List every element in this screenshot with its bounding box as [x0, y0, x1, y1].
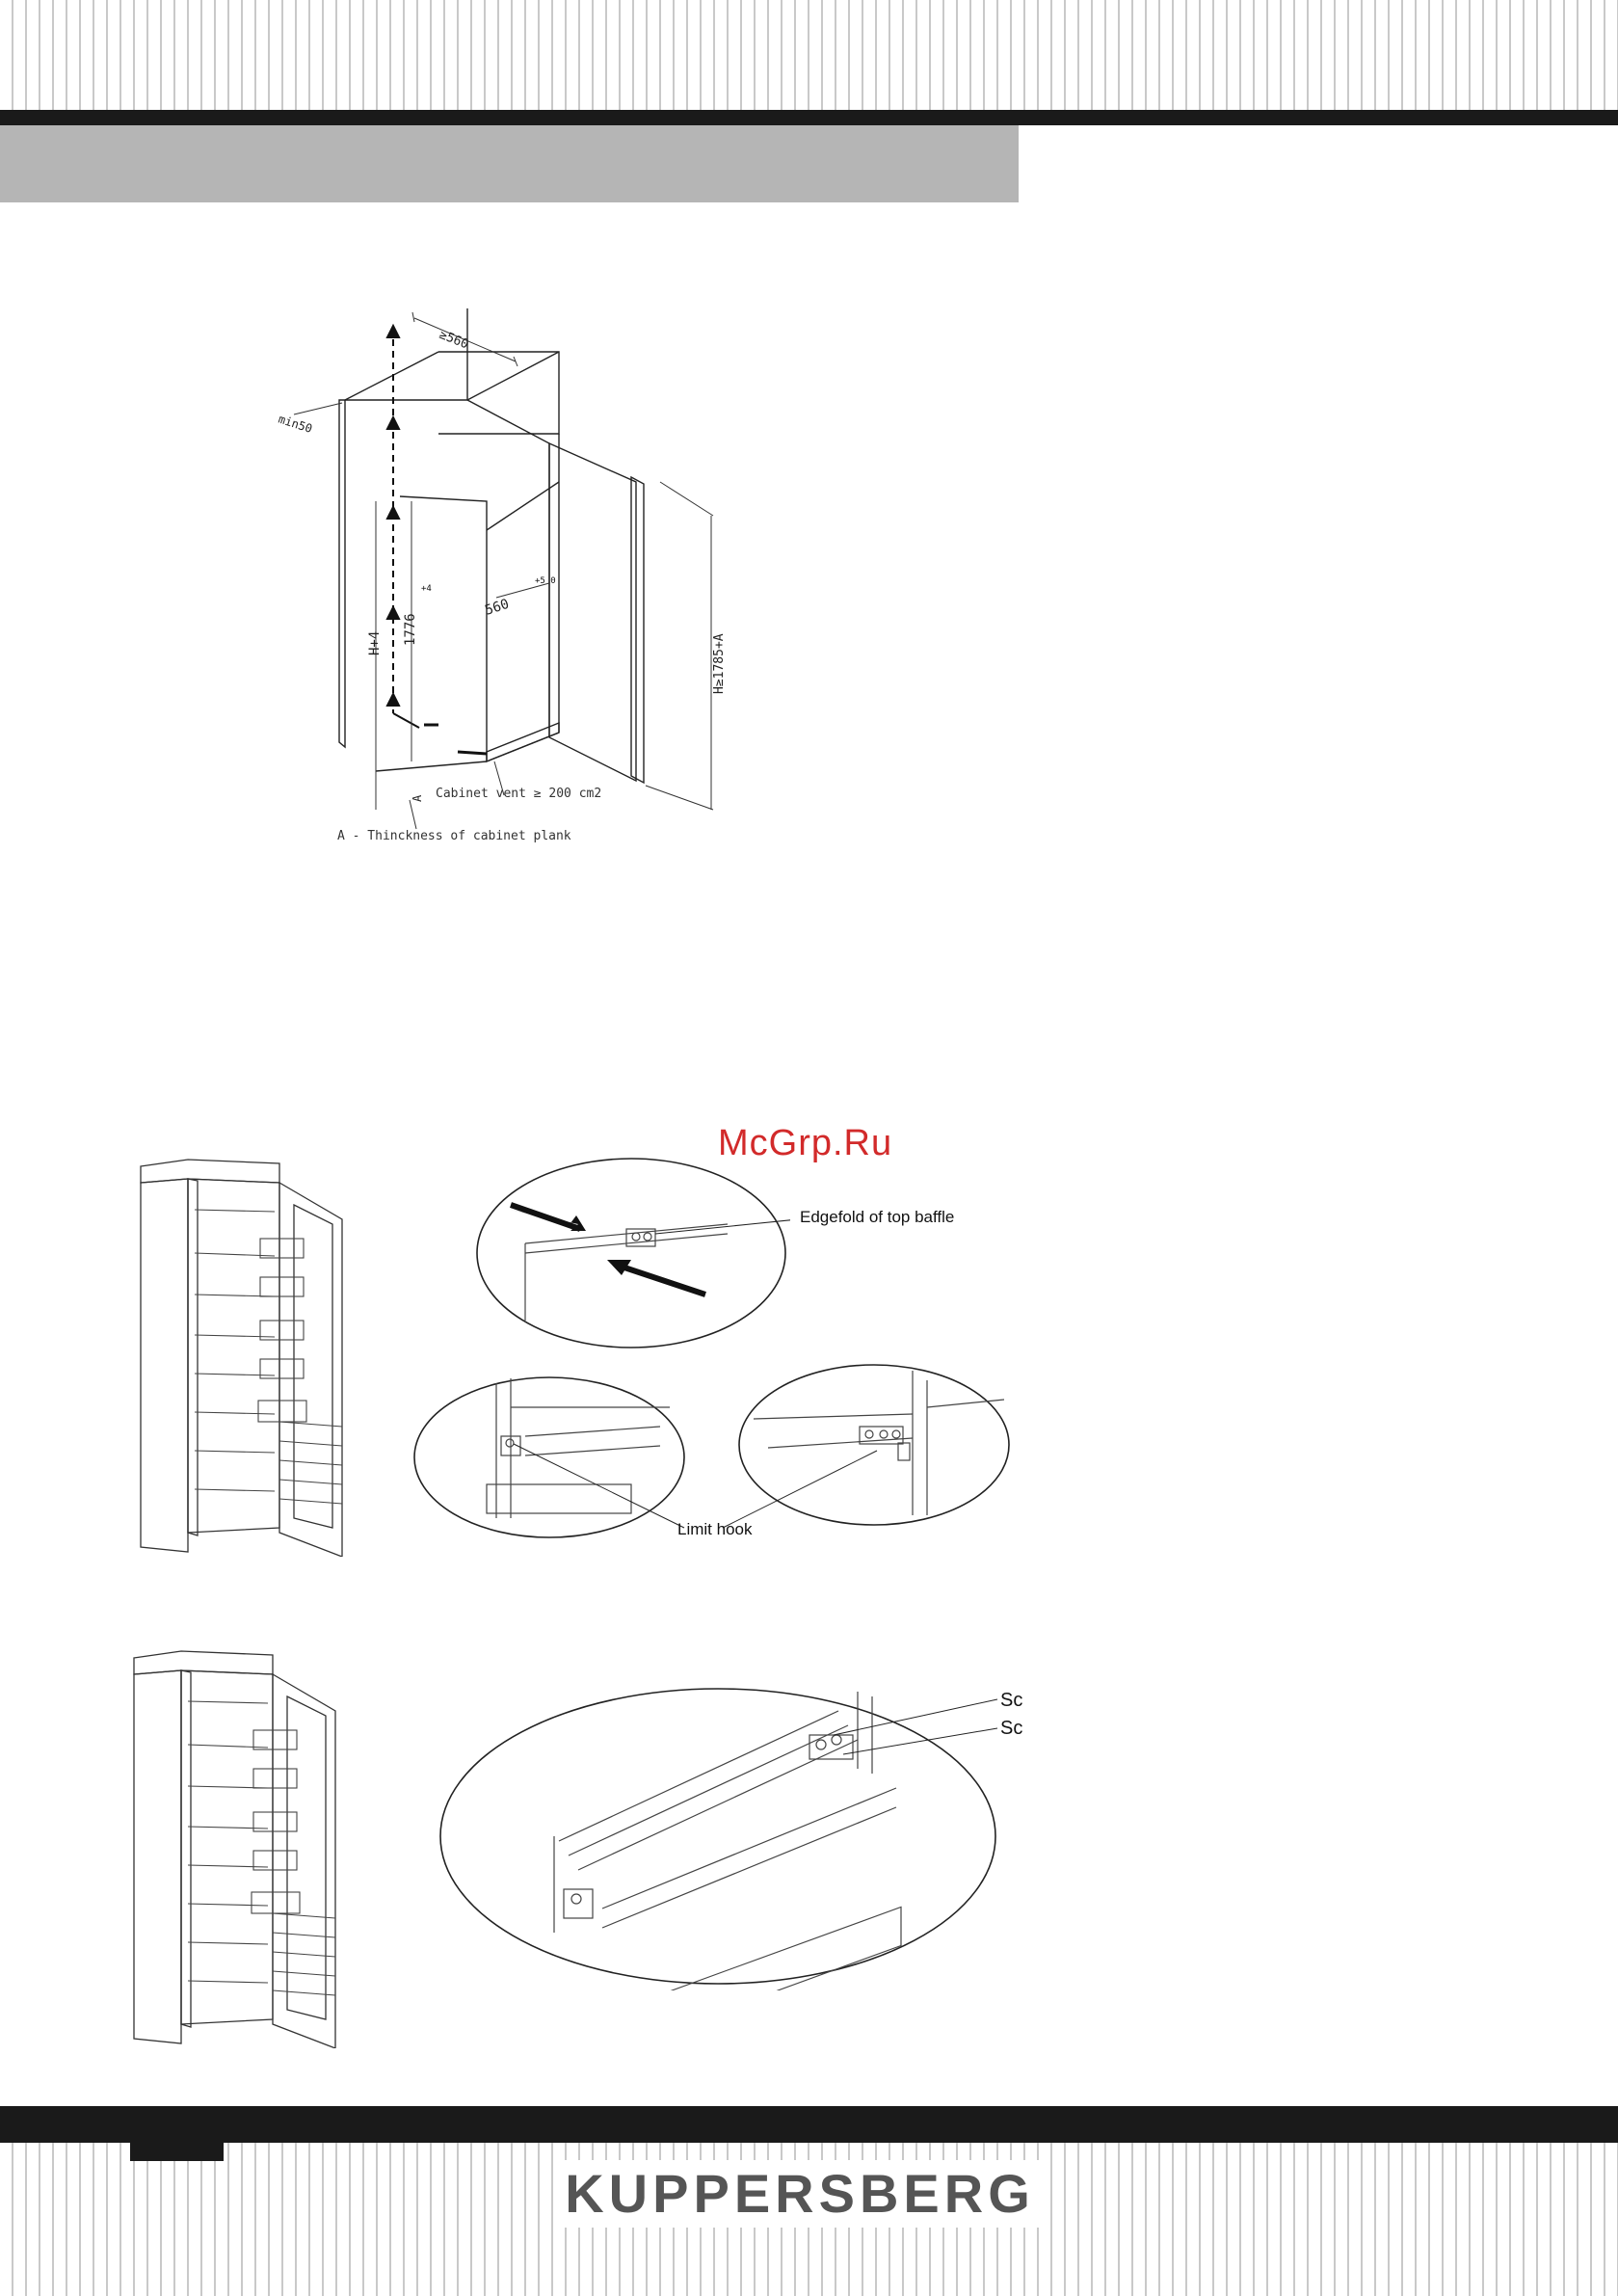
- brand-logo-text: KUPPERSBERG: [559, 2160, 1041, 2228]
- watermark-text: McGrp.Ru: [718, 1123, 893, 1163]
- footer-divider-bar: [0, 2106, 1618, 2143]
- fridge-open-door-drawing-2: [128, 1643, 340, 2048]
- dim-cabinet-height: H≥1785+A: [712, 633, 727, 694]
- limit-hook-label: Limit hook: [677, 1520, 753, 1538]
- screw-fixing-detail: [434, 1682, 1002, 1990]
- top-stripe-band: [0, 0, 1618, 110]
- screw-label-2: Sc: [1000, 1718, 1023, 1739]
- page-number-tab: [130, 2143, 224, 2161]
- top-divider-bar: [0, 110, 1618, 125]
- inner-height-tolerance: +4: [421, 584, 432, 594]
- dim-inner-width: 560: [483, 596, 512, 619]
- cabinet-vent-label: Cabinet vent ≥ 200 cm2: [436, 787, 602, 801]
- section-header-band: [0, 125, 1019, 202]
- edgefold-label: Edgefold of top baffle: [800, 1208, 955, 1226]
- cabinet-dimension-drawing: [270, 308, 732, 848]
- plank-thickness-note: A - Thinckness of cabinet plank: [337, 829, 571, 843]
- top-baffle-detail: [472, 1152, 790, 1354]
- inner-width-tolerance: +5 0: [535, 576, 556, 586]
- dim-h-plus: H+4: [367, 630, 383, 655]
- screw-label-1: Sc: [1000, 1690, 1023, 1711]
- dim-a: A: [411, 794, 424, 802]
- fridge-open-door-drawing-1: [135, 1152, 347, 1557]
- dim-side-min: min50: [277, 412, 314, 437]
- dim-width-min: ≥560: [437, 327, 471, 353]
- dim-inner-height: 1776: [403, 613, 418, 646]
